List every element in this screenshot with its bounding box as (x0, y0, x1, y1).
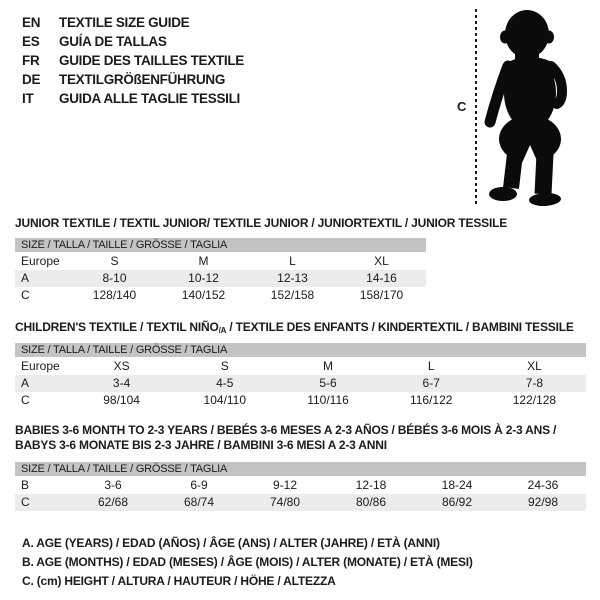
table-cell: 4-5 (216, 376, 234, 390)
table-cell: 3-4 (112, 376, 131, 390)
junior-size-table (15, 238, 426, 304)
language-title: TEXTILGRÖßENFÜHRUNG (59, 72, 226, 87)
size-table-header: SIZE / TALLA / TAILLE / GRÖSSE / TAGLIA (15, 238, 426, 252)
table-cell: S (110, 254, 119, 268)
language-code: FR (22, 53, 40, 68)
legend-line-age-years: A. AGE (YEARS) / EDAD (AÑOS) / ÂGE (ANS) / ALTER (JAHRE) / ETÀ (ANNI) (22, 536, 440, 550)
table-cell: XS (113, 359, 130, 373)
table-cell: 98/104 (103, 393, 140, 407)
table-cell: S (220, 359, 229, 373)
table-cell: 5-6 (319, 376, 337, 390)
table-cell: 74/80 (269, 495, 301, 509)
table-row (15, 392, 586, 409)
table-cell: 116/122 (409, 393, 453, 407)
table-cell: 3-6 (104, 478, 122, 492)
language-title-list (22, 13, 244, 108)
table-cell: 68/74 (183, 495, 215, 509)
row-label: C (21, 495, 30, 509)
size-table-header: SIZE / TALLA / TAILLE / GRÖSSE / TAGLIA (15, 462, 586, 476)
height-measure-letter: C (457, 99, 467, 114)
table-cell: 128/140 (92, 288, 137, 302)
table-cell: L (289, 254, 296, 268)
language-row (22, 13, 244, 32)
table-cell: M (323, 359, 333, 373)
row-label: C (21, 288, 30, 302)
language-code: IT (22, 91, 34, 106)
row-label: Europe (21, 359, 60, 373)
table-cell: 24-36 (527, 478, 559, 492)
babies-title-line1: BABIES 3-6 MONTH TO 2-3 YEARS / BEBÉS 3-6 MESES A 2-3 AÑOS / BÉBÉS 3-6 MOIS À 2-3 ANS / (15, 423, 557, 437)
table-row (15, 270, 426, 287)
children-title-text-cont: / TEXTILE DES ENFANTS / KINDERTEXTIL / BAMBINI TESSILE (226, 320, 574, 334)
table-cell: 14-16 (366, 271, 397, 285)
row-label: Europe (21, 254, 60, 268)
children-size-table (15, 343, 586, 409)
language-row (22, 89, 244, 108)
legend-block (22, 534, 473, 591)
legend-line-height: C. (cm) HEIGHT / ALTURA / HAUTEUR / HÖHE / ALTEZZA (22, 574, 336, 588)
table-cell: XL (374, 254, 389, 268)
table-cell: 104/110 (203, 393, 247, 407)
row-label: C (21, 393, 30, 407)
children-title-text: CHILDREN'S TEXTILE / TEXTIL NIÑO (15, 320, 219, 334)
language-row (22, 32, 244, 51)
table-cell: 158/170 (359, 288, 404, 302)
table-cell: 122/128 (512, 393, 557, 407)
height-measure-dashed-line (475, 9, 477, 206)
table-cell: 6-7 (422, 376, 440, 390)
table-row (15, 287, 426, 304)
babies-title-line2: BABYS 3-6 MONATE BIS 2-3 JAHRE / BAMBINI 3-6 MESI A 2-3 ANNI (15, 438, 387, 452)
toddler-silhouette-icon (482, 4, 597, 208)
babies-size-table (15, 462, 586, 511)
language-title: TEXTILE SIZE GUIDE (59, 15, 190, 30)
junior-section-title: JUNIOR TEXTILE / TEXTIL JUNIOR/ TEXTILE JUNIOR / JUNIORTEXTIL / JUNIOR TESSILE (15, 216, 508, 230)
table-cell: 110/116 (307, 393, 349, 407)
legend-line-age-months: B. AGE (MONTHS) / EDAD (MESES) / ÂGE (MOIS) / ALTER (MONATE) / ETÀ (MESI) (22, 555, 473, 569)
language-row (22, 51, 244, 70)
language-title: GUIDE DES TAILLES TEXTILE (59, 53, 245, 68)
table-cell: 92/98 (527, 495, 559, 509)
row-label: A (21, 271, 30, 285)
language-code: ES (22, 34, 40, 49)
children-title-subscript: /A (218, 326, 227, 335)
table-cell: 9-12 (272, 478, 298, 492)
table-cell: 6-9 (190, 478, 208, 492)
table-row (15, 358, 586, 375)
table-cell: 8-10 (102, 271, 127, 285)
language-row (22, 70, 244, 89)
table-cell: 12-13 (277, 271, 308, 285)
language-code: DE (22, 72, 41, 87)
table-cell: 12-18 (355, 478, 387, 492)
row-label: B (21, 478, 30, 492)
language-code: EN (22, 15, 41, 30)
table-cell: 7-8 (525, 376, 544, 390)
table-cell: M (198, 254, 209, 268)
language-title: GUIDA ALLE TAGLIE TESSILI (59, 91, 240, 106)
table-row (15, 494, 586, 511)
table-row (15, 375, 586, 392)
table-cell: 152/158 (270, 288, 315, 302)
table-cell: 18-24 (441, 478, 473, 492)
table-row (15, 253, 426, 270)
table-cell: L (427, 359, 435, 373)
table-cell: 80/86 (355, 495, 387, 509)
table-cell: 10-12 (188, 271, 219, 285)
table-cell: XL (527, 359, 542, 373)
table-cell: 86/92 (441, 495, 473, 509)
table-row (15, 477, 586, 494)
babies-section-title (15, 423, 556, 453)
children-section-title (15, 320, 574, 335)
table-cell: 62/68 (97, 495, 129, 509)
row-label: A (21, 376, 30, 390)
size-table-header: SIZE / TALLA / TAILLE / GRÖSSE / TAGLIA (15, 343, 586, 357)
language-title: GUÍA DE TALLAS (59, 34, 167, 49)
table-cell: 140/152 (181, 288, 226, 302)
